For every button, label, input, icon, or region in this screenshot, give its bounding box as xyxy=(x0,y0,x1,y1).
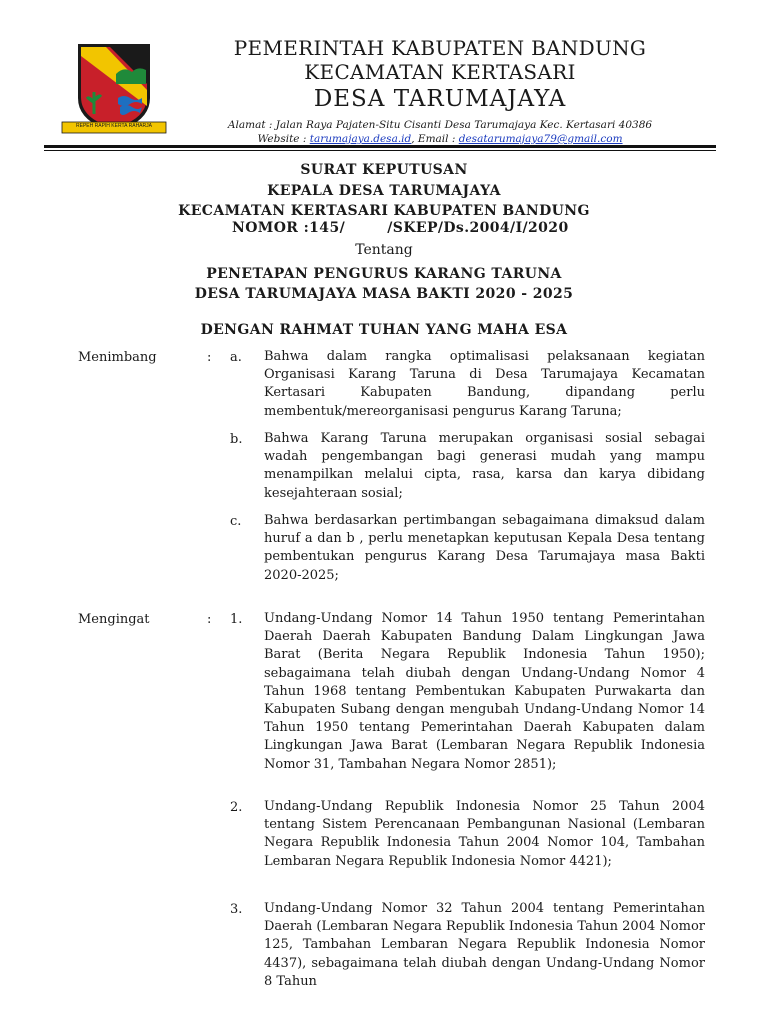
letterhead-rule-thin xyxy=(44,150,716,151)
website-label: Website : xyxy=(257,133,310,145)
decree-subject-line1: PENETAPAN PENGURUS KARANG TARUNA xyxy=(206,266,562,282)
decree-title: SURAT KEPUTUSAN xyxy=(300,162,468,178)
item-marker: a. xyxy=(230,350,242,365)
item-marker: 1. xyxy=(230,612,243,627)
list-item: Bahwa dalam rangka optimalisasi pelaksanaan kegiatan Organisasi Karang Taruna di Desa Tarumajaya Kecamatan Kertasari Kabupaten Bandung, dipandang perlu membentuk/mereorganisasi pengurus Karang Taruna; xyxy=(264,349,705,419)
list-item: Bahwa berdasarkan pertimbangan sebagaimana dimaksud dalam huruf a dan b , perlu menetapkan keputusan Kepala Desa tentang pembentukan pengurus Karang Desa Tarumajaya masa Bakti 2020-2025; xyxy=(264,513,705,583)
website-link[interactable]: tarumajaya.desa.id xyxy=(309,133,412,145)
decree-issuer: KEPALA DESA TARUMAJAYA xyxy=(267,183,501,199)
section-colon: : xyxy=(207,350,212,365)
letterhead-contact xyxy=(200,132,680,146)
item-marker: b. xyxy=(230,432,243,447)
logo-caption: REPEH RAPIH KERTA RAHARJA xyxy=(76,123,152,129)
list-item: Undang-Undang Nomor 14 Tahun 1950 tentang Pemerintahan Daerah Daerah Kabupaten Bandung Dalam Lingkungan Jawa Barat (Berita Negara Republik Indonesia Tahun 1950); sebagaimana telah diubah dengan Undang-Undang Nomor 4 Tahun 1968 tentang Pembentukan Kabupaten Purwakarta dan Kabupaten Subang dengan mengubah Undang-Undang Nomor 14 Tahun 1950 tentang Pemerintahan Daerah Kabupaten dalam Lingkungan Jawa Barat (Lembaran Negara Republik Indonesia Nomor 31, Tambahan Negara Nomor 2851); xyxy=(264,611,705,772)
section-label: Menimbang xyxy=(78,350,157,365)
letterhead-district: KECAMATAN KERTASARI xyxy=(304,60,576,84)
letterhead-rule-thick xyxy=(44,145,716,148)
letterhead-address: Alamat : Jalan Raya Pajaten-Situ Cisanti Desa Tarumajaya Kec. Kertasari 40386 xyxy=(227,119,653,131)
decree-jurisdiction: KECAMATAN KERTASARI KABUPATEN BANDUNG xyxy=(178,203,590,219)
letterhead-government: PEMERINTAH KABUPATEN BANDUNG xyxy=(233,36,647,60)
list-item: Bahwa Karang Taruna merupakan organisasi sosial sebagai wadah pengembangan bagi generasi mudah yang mampu menampilkan melalui cipta, rasa, karsa dan karya dibidang kesejahteraan sosial; xyxy=(264,431,705,501)
item-marker: 2. xyxy=(230,800,243,815)
email-label: , Email : xyxy=(411,133,459,145)
email-link[interactable]: desatarumajaya79@gmail.com xyxy=(458,133,623,145)
decree-number: NOMOR :145/ /SKEP/Ds.2004/I/2020 xyxy=(232,220,569,236)
letterhead xyxy=(200,36,680,146)
decree-subject-line2: DESA TARUMAJAYA MASA BAKTI 2020 - 2025 xyxy=(194,286,574,302)
regency-coat-of-arms-logo xyxy=(44,40,184,135)
list-item: Undang-Undang Republik Indonesia Nomor 25 Tahun 2004 tentang Sistem Perencanaan Pembangunan Nasional (Lembaran Negara Republik Indonesia Tahun 2004 Nomor 104, Tambahan Lembaran Negara Republik Indonesia Nomor 4421); xyxy=(264,799,705,869)
item-marker: c. xyxy=(230,514,242,529)
list-item: Undang-Undang Nomor 32 Tahun 2004 tentang Pemerintahan Daerah (Lembaran Negara Republik Indonesia Tahun 2004 Nomor 125, Tambahan Lembaran Negara Republik Indonesia Nomor 4437), sebagaimana telah diubah dengan Undang-Undang Nomor 8 Tahun xyxy=(264,901,705,989)
decree-about-label: Tentang xyxy=(355,242,413,258)
section-label: Mengingat xyxy=(78,612,150,627)
item-marker: 3. xyxy=(230,902,243,917)
section-colon: : xyxy=(207,612,212,627)
letterhead-village: DESA TARUMAJAYA xyxy=(313,86,567,112)
invocation: DENGAN RAHMAT TUHAN YANG MAHA ESA xyxy=(200,322,568,338)
